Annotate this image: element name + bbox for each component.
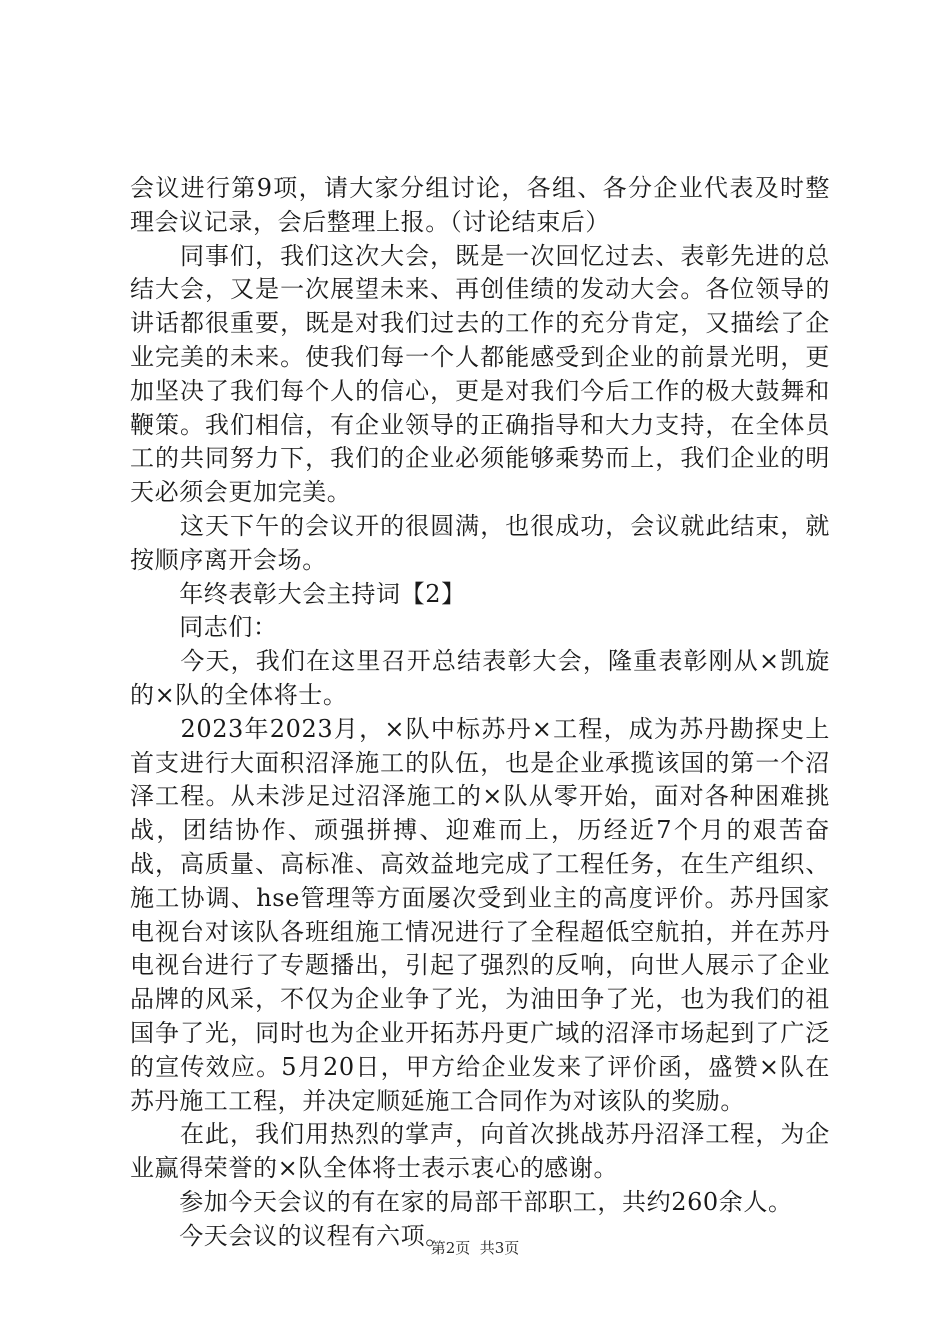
paragraph-salutation: 同志们： [130,613,278,642]
section-heading: 年终表彰大会主持词【2】 [130,579,466,608]
paragraph-thanks: 在此，我们用热烈的掌声，向首次挑战苏丹沼泽工程，为企业赢得荣誉的×队全体将士表示衷心的感谢。 [130,1120,830,1183]
paragraph-attendance: 参加今天会议的有在家的局部干部职工，共约260余人。 [130,1187,793,1216]
paragraph-opening: 今天，我们在这里召开总结表彰大会，隆重表彰刚从×凯旋的×队的全体将士。 [130,647,830,709]
paragraph-agenda: 今天会议的议程有六项。 [130,1221,450,1250]
paragraph-meeting-item-9: 会议进行第9项，请大家分组讨论，各组、各分企业代表及时整理会议记录，会后整理上报。（讨论结束后） [130,174,830,236]
page-number-footer: 第2页 共3页 [430,1239,520,1257]
paragraph-colleagues-summary: 同事们，我们这次大会，既是一次回忆过去、表彰先进的总结大会，又是一次展望未来、再创佳绩的发动大会。各位领导的讲话都很重要，既是对我们过去的工作的充分肯定，又描绘了企业完美的未来。使我们每一个人都能感受到企业的前景光明，更加坚决了我们每个人的信心，更是对我们今后工作的极大鼓舞和鞭策。我们相信，有企业领导的正确指导和大力支持，在全体员工的共同努力下，我们的企业必须能够乘势而上，我们企业的明天必须会更加完美。 [130,241,830,507]
paragraph-team-achievement: 2023年2023月，×队中标苏丹×工程，成为苏丹勘探史上首支进行大面积沼泽施工的队伍，也是企业承揽该国的第一个沼泽工程。从未涉足过沼泽施工的×队从零开始，面对各种困难挑战，团结协作、顽强拼搏、迎难而上，历经近7个月的艰苦奋战，高质量、高标准、高效益地完成了工程任务，在生产组织、施工协调、hse管理等方面屡次受到业主的高度评价。苏丹国家电视台对该队各班组施工情况进行了全程超低空航拍，并在苏丹电视台进行了专题播出，引起了强烈的反响，向世人展示了企业品牌的风采，不仅为企业争了光，为油田争了光，也为我们的祖国争了光，同时也为企业开拓苏丹更广域的沼泽市场起到了广泛的宣传效应。5月20日，甲方给企业发来了评价函，盛赞×队在苏丹施工工程，并决定顺延施工合同作为对该队的奖励。 [130,714,830,1115]
document-body [130,172,830,1254]
paragraph-meeting-close: 这天下午的会议开的很圆满，也很成功，会议就此结束，就按顺序离开会场。 [130,511,830,574]
